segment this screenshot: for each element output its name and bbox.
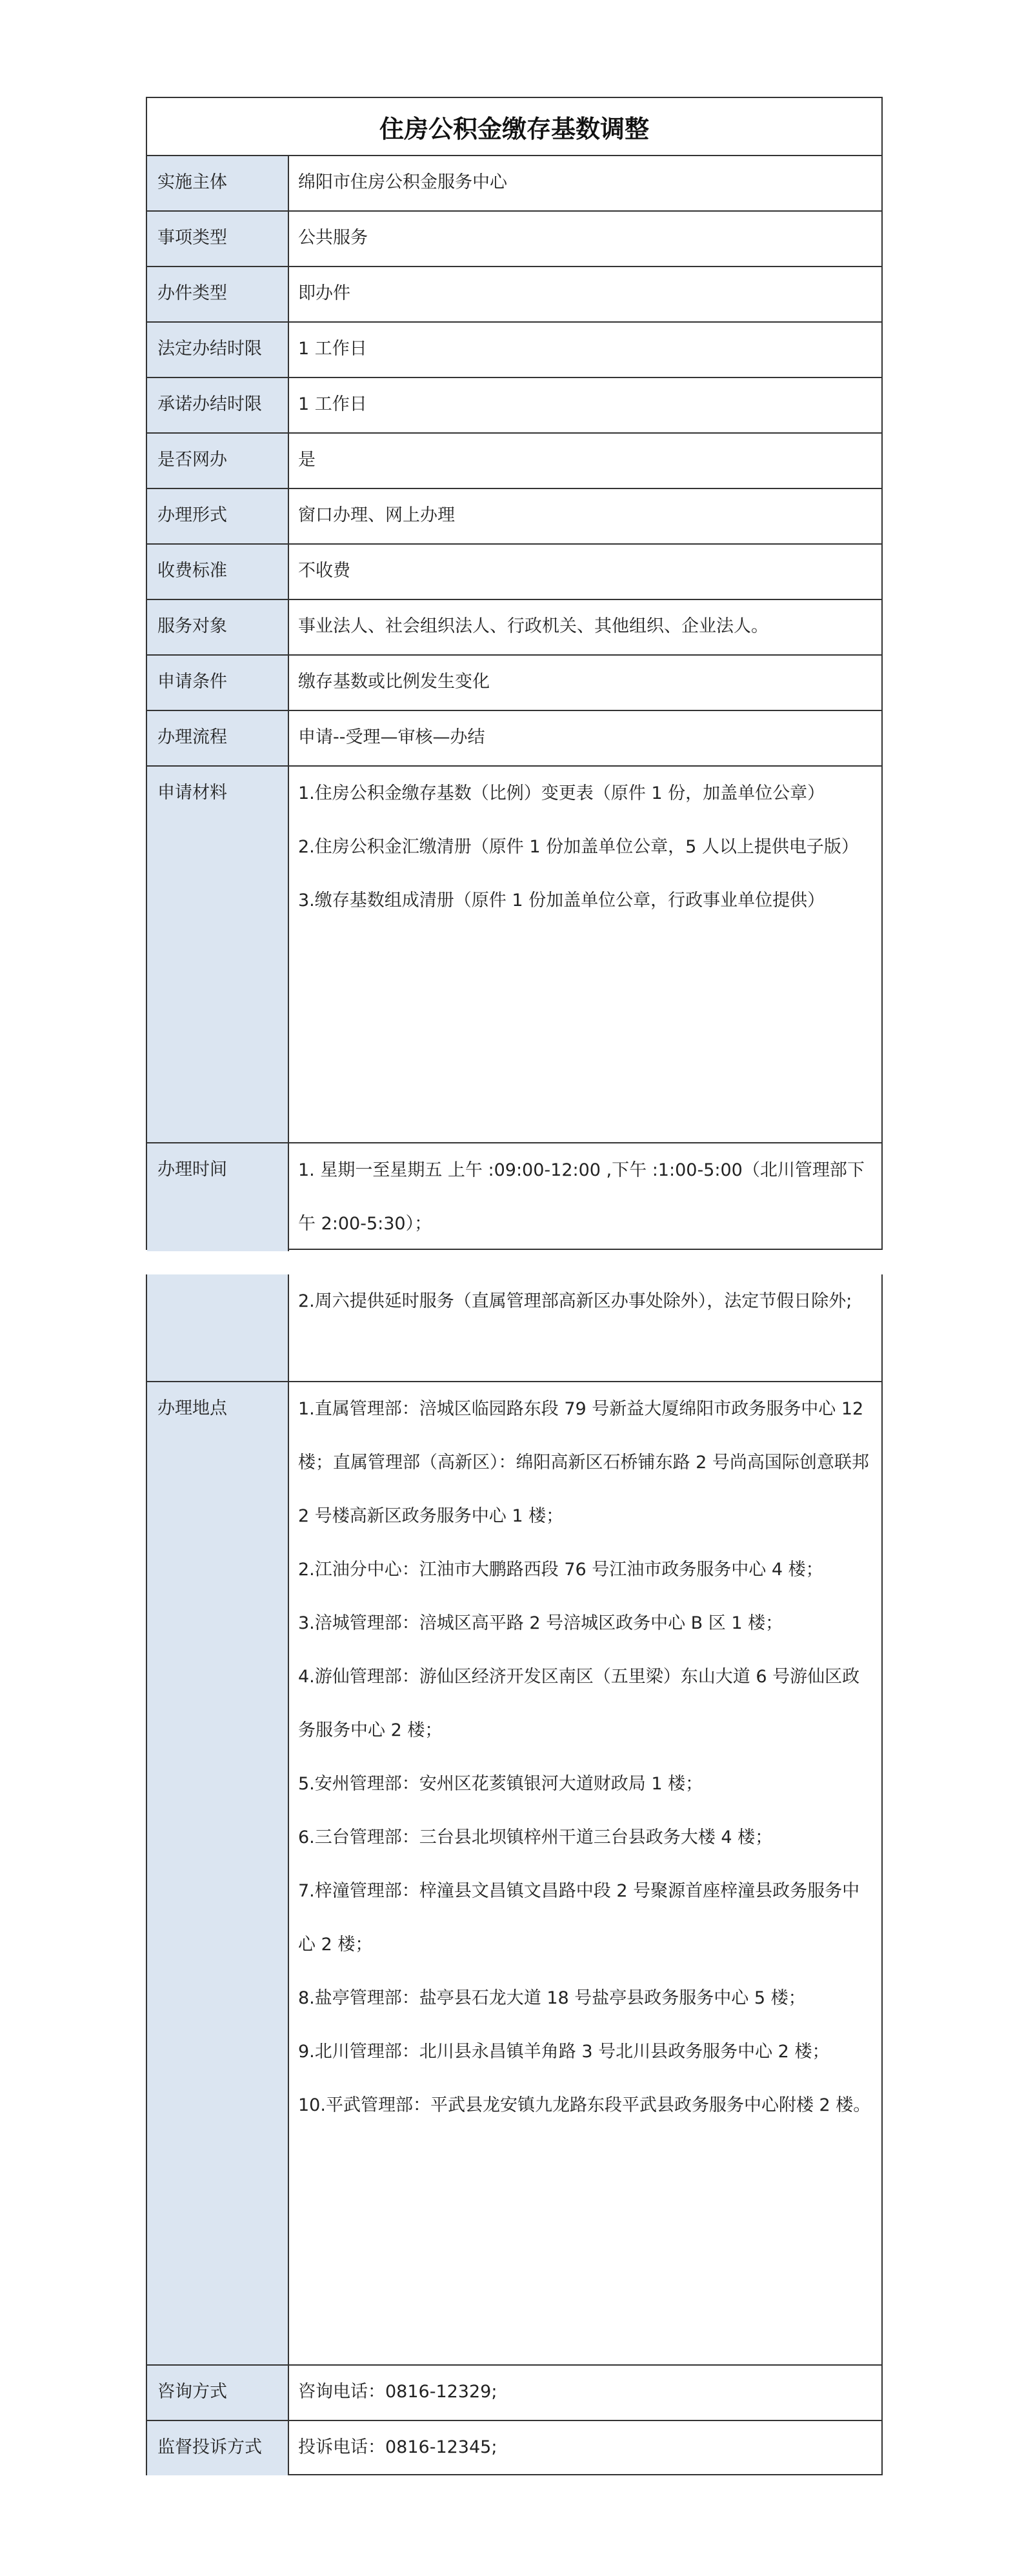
row-value: 申请--受理—审核—办结 [298,727,485,747]
row-value: 是 [298,450,316,470]
table-row [147,378,881,434]
location-item: 4.游仙管理部：游仙区经济开发区南区（五里梁）东山大道 6 号游仙区政务服务中心 2 楼； [298,1667,860,1740]
row-label: 办理流程 [147,711,289,765]
location-item: 5.安州管理部：安州区花荄镇银河大道财政局 1 楼； [298,1774,703,1794]
location-item: 8.盐亭管理部：盐亭县石龙大道 18 号盐亭县政务服务中心 5 楼； [298,1988,806,2008]
table-row [147,656,881,711]
consult-row [147,2366,881,2421]
row-label: 申请材料 [147,767,289,1142]
page-title: 住房公积金缴存基数调整 [147,98,881,156]
row-label: 申请条件 [147,656,289,710]
hours-list [289,1274,881,1381]
table-row [147,156,881,212]
row-label: 办件类型 [147,267,289,321]
table-row [147,545,881,600]
row-label: 监督投诉方式 [147,2421,289,2475]
material-item: 1.住房公积金缴存基数（比例）变更表（原件 1 份，加盖单位公章） [298,783,825,803]
location-item: 2.江油分中心：江油市大鹏路西段 76 号江油市政务服务中心 4 楼； [298,1560,823,1580]
row-value: 窗口办理、网上办理 [298,505,455,525]
location-item: 10.平武管理部：平武县龙安镇九龙路东段平武县政务服务中心附楼 2 楼。 [298,2095,871,2115]
materials-list [289,767,881,1142]
row-label: 收费标准 [147,545,289,599]
table-row [147,489,881,545]
row-label: 实施主体 [147,156,289,210]
row-label: 服务对象 [147,600,289,654]
row-value: 公共服务 [298,228,368,248]
material-item: 2.住房公积金汇缴清册（原件 1 份加盖单位公章，5 人以上提供电子版） [298,837,859,857]
row-value: 事业法人、社会组织法人、行政机关、其他组织、企业法人。 [298,616,768,636]
location-item: 9.北川管理部：北川县永昌镇羊角路 3 号北川县政务服务中心 2 楼； [298,2042,830,2062]
location-item: 6.三台管理部：三台县北坝镇梓州干道三台县政务大楼 4 楼； [298,1827,773,1847]
row-label: 办理地点 [147,1382,289,2364]
service-table-part1 [146,97,883,1250]
location-item: 1.直属管理部：涪城区临园路东段 79 号新益大厦绵阳市政务服务中心 12 楼；直属管理部（高新区）：绵阳高新区石桥铺东路 2 号尚高国际创意联邦 2 号楼高新区政务服务中心 1 楼； [298,1399,869,1526]
row-value: 1 工作日 [298,394,367,414]
supervise-row [147,2421,881,2475]
row-label: 咨询方式 [147,2366,289,2420]
row-label: 承诺办结时限 [147,378,289,432]
row-value: 缴存基数或比例发生变化 [298,672,490,692]
table-row [147,600,881,656]
row-label: 办理形式 [147,489,289,543]
row-value: 1 工作日 [298,339,367,359]
location-item: 7.梓潼管理部：梓潼县文昌镇文昌路中段 2 号聚源首座梓潼县政务服务中心 2 楼； [298,1881,860,1955]
hours-row-continued [147,1274,881,1382]
row-label-empty [147,1274,289,1381]
row-label: 办理时间 [147,1143,289,1251]
locations-list [289,1382,881,2364]
row-label: 是否网办 [147,434,289,488]
materials-row [147,767,881,1143]
hours-item: 1. 星期一至星期五 上午 :09:00-12:00 ,下午 :1:00-5:00（北川管理部下午 2:00-5:30）； [298,1160,865,1234]
complaint-phone: 投诉电话：0816-12345; [298,2437,497,2457]
hours-row [147,1143,881,1251]
material-item: 3.缴存基数组成清册（原件 1 份加盖单位公章，行政事业单位提供） [298,891,825,911]
hours-item: 2.周六提供延时服务（直属管理部高新区办事处除外），法定节假日除外; [298,1291,852,1311]
location-item: 3.涪城管理部：涪城区高平路 2 号涪城区政务中心 B 区 1 楼； [298,1613,783,1633]
row-value: 不收费 [298,561,350,581]
table-row [147,434,881,489]
row-value: 即办件 [298,283,350,303]
row-value: 绵阳市住房公积金服务中心 [298,172,507,192]
table-row [147,711,881,767]
service-table-part2 [146,1274,883,2475]
consult-phone: 咨询电话：0816-12329; [298,2382,497,2402]
hours-list [289,1143,881,1251]
row-label: 事项类型 [147,212,289,266]
table-row [147,267,881,323]
table-row [147,323,881,378]
locations-row [147,1382,881,2366]
table-row [147,212,881,267]
row-label: 法定办结时限 [147,323,289,377]
